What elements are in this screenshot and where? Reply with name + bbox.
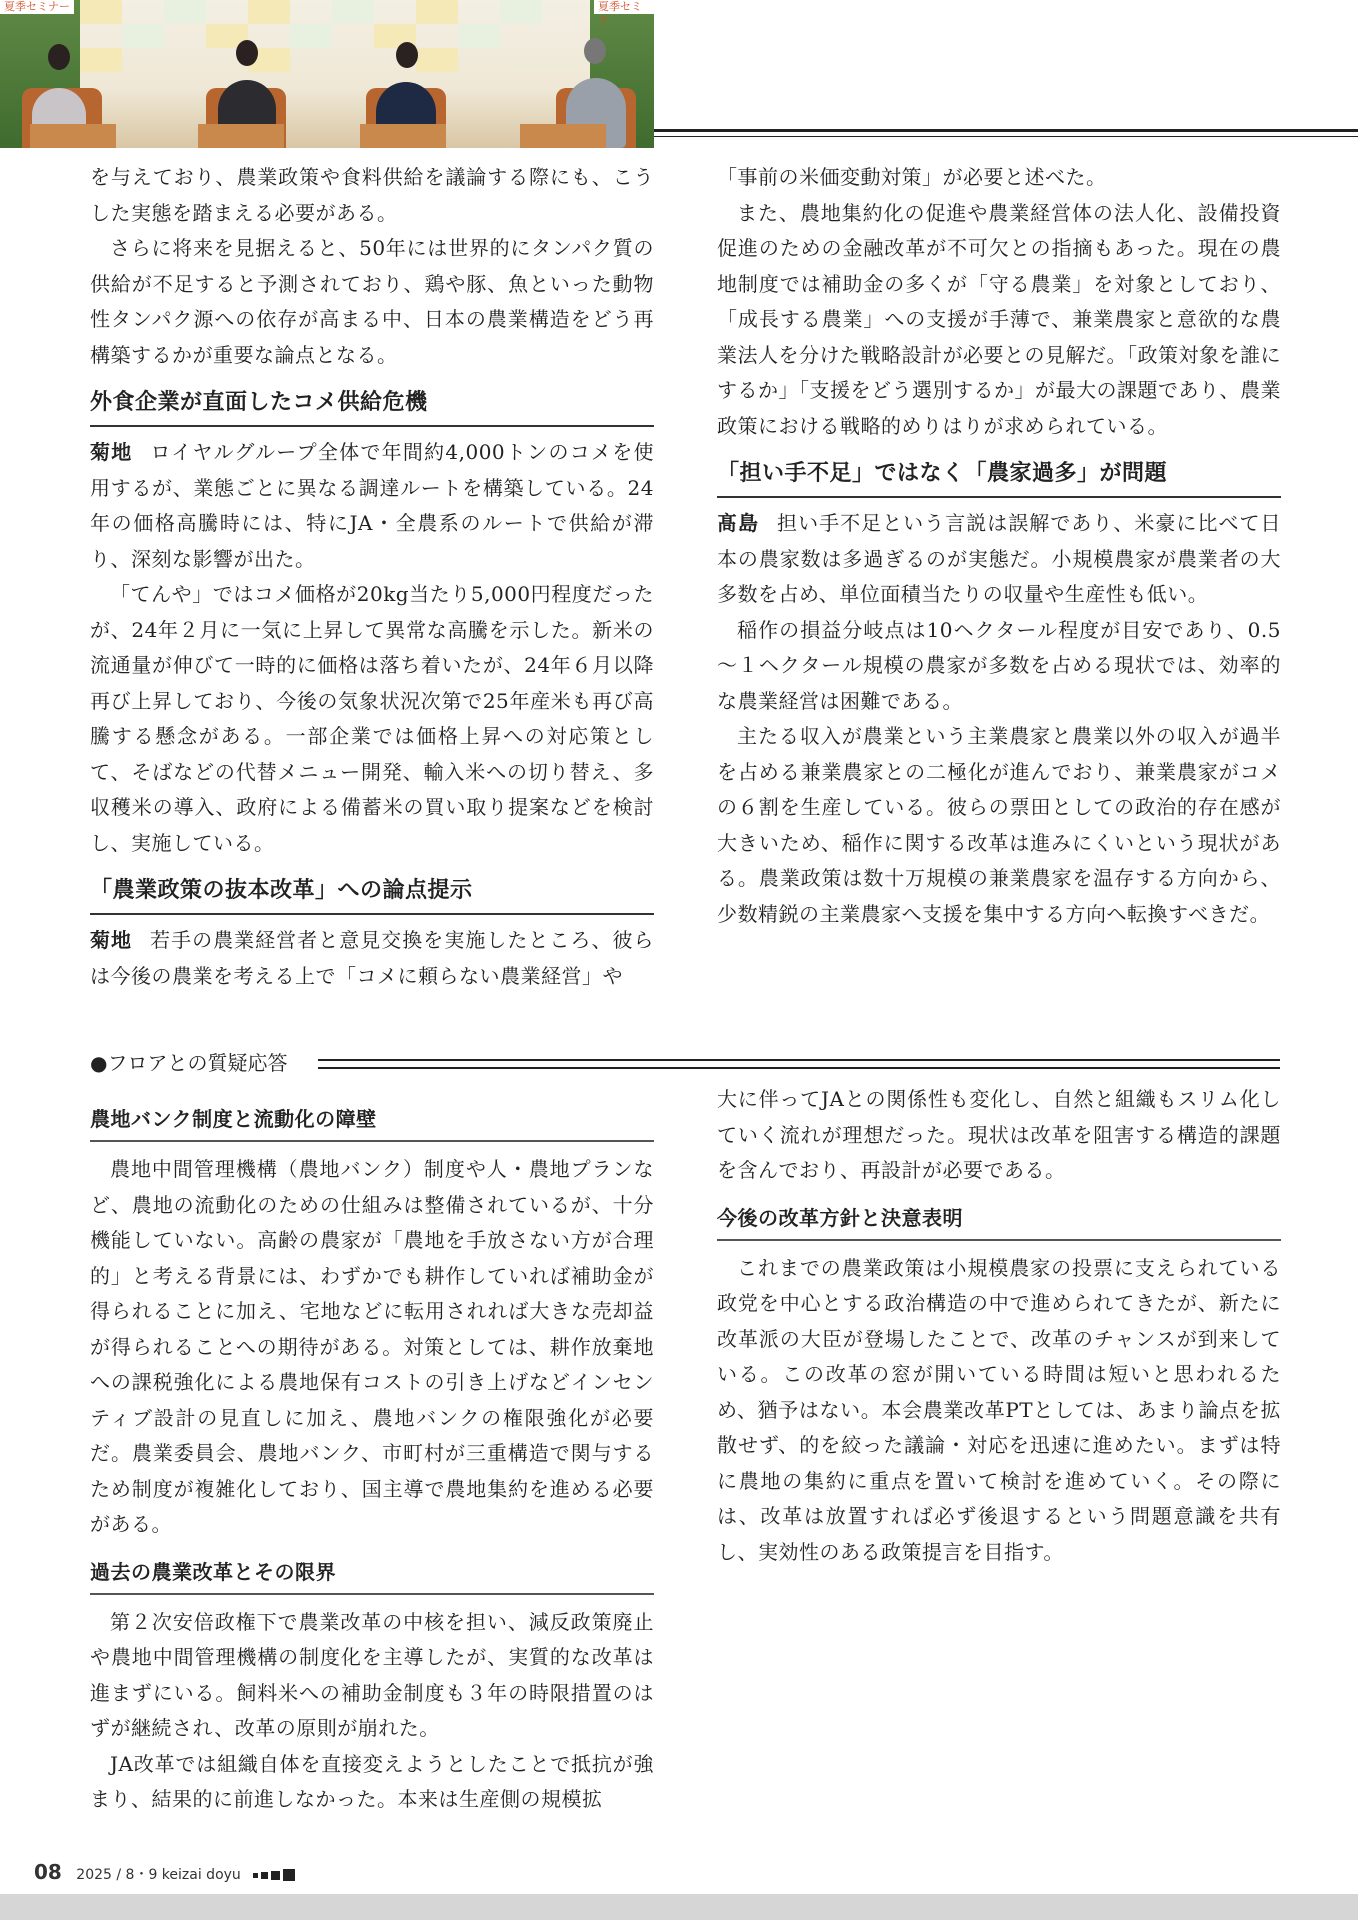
section-heading: 「担い手不足」ではなく「農家過多」が問題	[717, 454, 1281, 498]
section-heading: 過去の農業改革とその限界	[90, 1553, 654, 1595]
qa-section-divider	[90, 1048, 1280, 1078]
left-column-bottom	[90, 1090, 654, 1818]
paragraph: 髙島 担い手不足という言説は誤解であり、米豪に比べて日本の農家数は多過ぎるのが実態だ。小規模農家が農業者の大多数を占め、単位面積当たりの収量や生産性も低い。	[717, 511, 1282, 606]
section-heading: 農地バンク制度と流動化の障壁	[90, 1100, 654, 1142]
square-ornament-icon	[283, 1869, 295, 1881]
right-column-bottom	[717, 1082, 1281, 1570]
section-heading: 今後の改革方針と決意表明	[717, 1199, 1281, 1241]
paragraph: 主たる収入が農業という主業農家と農業以外の収入が過半を占める兼業農家との二極化が進んでおり、兼業農家がコメの６割を生産している。彼らの票田としての政治的存在感が大きいため、稲作に関する改革は進みにくいという現状がある。農業政策は数十万規模の兼業農家を温存する方向から、少数精鋭の主業農家へ支援を集中する方向へ転換すべきだ。	[717, 724, 1281, 926]
paragraph: 農地中間管理機構（農地バンク）制度や人・農地プランなど、農地の流動化のための仕組みは整備されているが、十分機能していない。高齢の農家が「農地を手放さない方が合理的」と考える背景には、わずかでも耕作していれば補助金が得られることに加え、宅地などに転用されれば大きな売却益が得られることへの期待がある。対策としては、耕作放棄地への課税強化による農地保有コストの引き上げなどインセンティブ設計の見直しに加え、農地バンクの権限強化が必要だ。農業委員会、農地バンク、市町村が三重構造で関与するため制度が複雑化しており、国主導で農地集約を進める必要がある。	[90, 1157, 654, 1536]
paragraph: これまでの農業政策は小規模農家の投票に支えられている政党を中心とする政治構造の中で進められてきたが、新たに改革派の大臣が登場したことで、改革のチャンスが到来している。この改革の窓が開いている時間は短いと思われるため、猶予はない。本会農業改革PTとしては、あまり論点を拡散せず、的を絞った議論・対応を迅速に進めたい。まずは特に農地の集約に重点を置いて検討を進めていく。その際には、改革は放置すれば必ず後退するという問題意識を共有し、実効性のある政策提言を目指す。	[717, 1255, 1281, 1564]
speaker-name: 髙島	[717, 511, 760, 535]
paragraph: 「事前の米価変動対策」が必要と述べた。	[717, 165, 1107, 189]
page-footer	[34, 1860, 295, 1884]
double-rule	[318, 1059, 1280, 1069]
seminar-banner: 夏季セミナ	[594, 0, 654, 14]
paragraph: 第２次安倍政権下で農業改革の中核を担い、減反政策廃止や農地中間管理機構の制度化を主導したが、実質的な改革は進まずにいる。飼料米への補助金制度も３年の時限措置のはずが継続され、改革の原則が崩れた。	[90, 1609, 654, 1740]
left-column-top	[90, 160, 654, 994]
paragraph: また、農地集約化の促進や農業経営体の法人化、設備投資促進のための金融改革が不可欠との指摘もあった。現在の農地制度では補助金の多くが「守る農業」を対象としており、「成長する農業」への支援が手薄で、兼業農家と意欲的な農業法人を分けた戦略設計が必要との見解だ。「政策対象を誰にするか」「支援をどう選別するか」が最大の課題であり、農業政策における戦略的めりはりが求められている。	[717, 200, 1281, 438]
paragraph: 大に伴ってJAとの関係性も変化し、自然と組織もスリム化していく流れが理想だった。現状は改革を阻害する構造的課題を含んでおり、再設計が必要である。	[717, 1087, 1281, 1182]
right-column-top	[717, 160, 1281, 932]
paragraph: 「てんや」ではコメ価格が20kg当たり5,000円程度だったが、24年２月に一気に上昇して異常な高騰を示した。新米の流通量が伸びて一時的に価格は落ち着いたが、24年６月以降再び上昇しており、今後の気象状況次第で25年産米も再び高騰する懸念がある。一部企業では価格上昇への対応策として、そばなどの代替メニュー開発、輸入米への切り替え、多収穫米の導入、政府による備蓄米の買い取り提案などを検討し、実施している。	[90, 582, 654, 855]
seminar-banner: 夏季セミナー	[0, 0, 74, 14]
square-ornament-icon	[271, 1871, 280, 1880]
qa-section-label: ●フロアとの質疑応答	[90, 1048, 297, 1078]
paragraph: 稲作の損益分岐点は10ヘクタール程度が目安であり、0.5～１ヘクタール規模の農家が多数を占める現状では、効率的な農業経営は困難である。	[717, 617, 1281, 713]
paragraph: JA改革では組織自体を直接変えようとしたことで抵抗が強まり、結果的に前進しなかった。本来は生産側の規模拡	[90, 1751, 654, 1811]
speaker-name: 菊地	[90, 928, 133, 952]
page-number: 08	[34, 1860, 62, 1884]
panel-discussion-photo	[0, 0, 654, 148]
section-heading: 外食企業が直面したコメ供給危機	[90, 383, 654, 427]
square-ornament-icon	[261, 1872, 268, 1879]
header-rule	[654, 129, 1358, 137]
paragraph: さらに将来を見据えると、50年には世界的にタンパク質の供給が不足すると予測されており、鶏や豚、魚といった動物性タンパク源への依存が高まる中、日本の農業構造をどう再構築するかが重要な論点となる。	[90, 236, 654, 367]
paragraph: を与えており、農業政策や食料供給を議論する際にも、こうした実態を踏まえる必要がある。	[90, 165, 654, 225]
issue-info: 2025 / 8・9 keizai doyu	[76, 1867, 241, 1883]
bottom-band	[0, 1894, 1358, 1920]
paragraph: 菊地 ロイヤルグループ全体で年間約4,000トンのコメを使用するが、業態ごとに異なる調達ルートを構築している。24年の価格高騰時には、特にJA・全農系のルートで供給が滞り、深刻な影響が出た。	[90, 440, 654, 571]
square-ornament-icon	[253, 1873, 258, 1878]
speaker-name: 菊地	[90, 440, 133, 464]
section-heading: 「農業政策の抜本改革」への論点提示	[90, 871, 654, 915]
paragraph: 菊地 若手の農業経営者と意見交換を実施したところ、彼らは今後の農業を考える上で「コメに頼らない農業経営」や	[90, 928, 655, 988]
